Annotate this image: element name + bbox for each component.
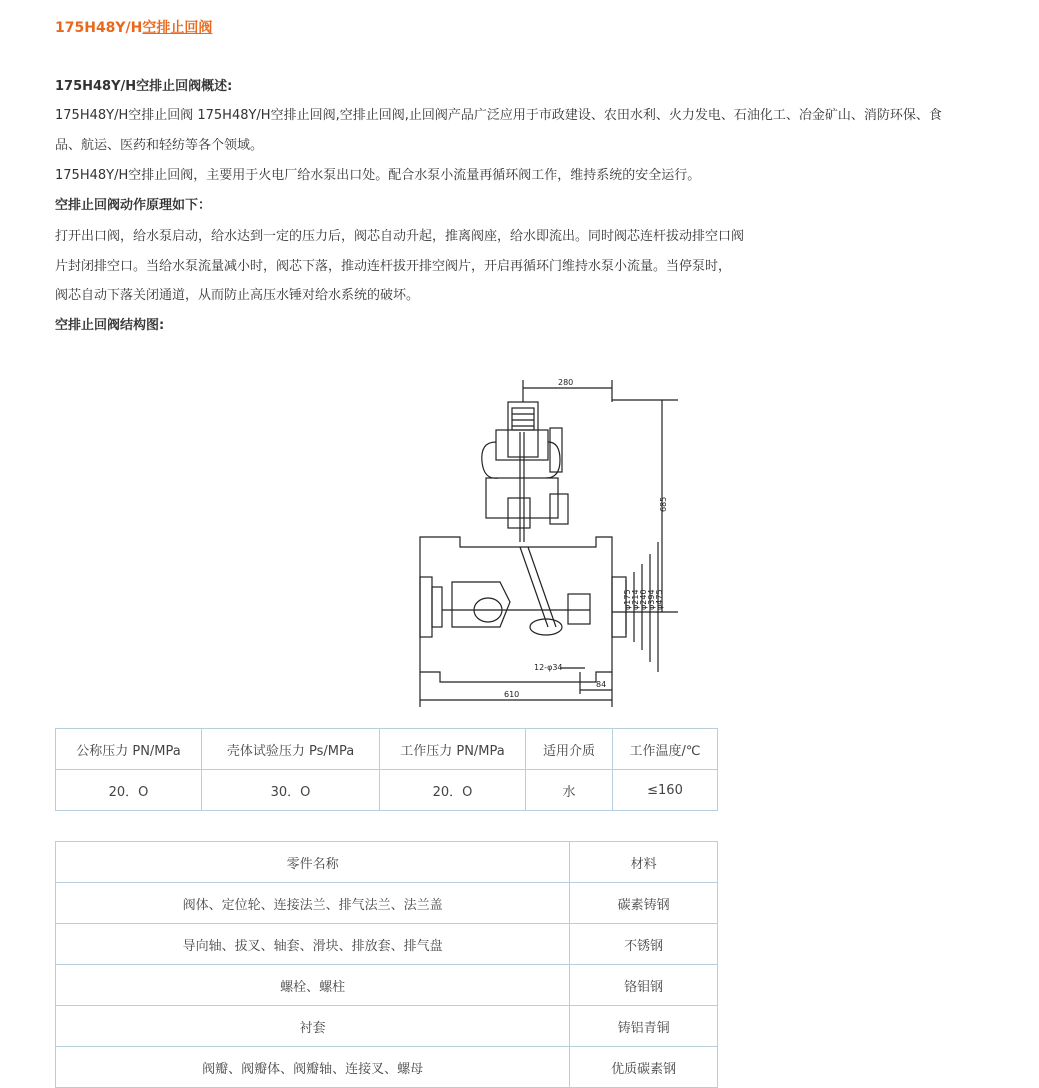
principle-line2: 片封闭排空口。当给水泵流量减小时，阀芯下落，推动连杆拔开排空阀片，开启再循环门维持水泵小流量。当停泵时， — [55, 259, 732, 274]
dia-label-1: φ175 — [623, 589, 632, 610]
table-row — [56, 1047, 718, 1088]
dia-label-4: φ394 — [647, 589, 656, 610]
table-cell: 碳素铸钢 — [570, 883, 718, 924]
table-cell: 阀瓣、阀瓣体、阀瓣轴、连接叉、螺母 — [56, 1047, 570, 1088]
table-row — [56, 729, 718, 770]
table-cell: ≤160 — [613, 770, 718, 811]
table-header: 工作温度/℃ — [613, 729, 718, 770]
table-header: 适用介质 — [526, 729, 613, 770]
title-prefix: 175H48Y/H — [55, 20, 143, 36]
table-row — [56, 1006, 718, 1047]
table-cell: 铬钼钢 — [570, 965, 718, 1006]
table-header: 材料 — [570, 842, 718, 883]
table-cell: 螺栓、螺柱 — [56, 965, 570, 1006]
table-cell: 不锈钢 — [570, 924, 718, 965]
table-header: 零件名称 — [56, 842, 570, 883]
table-header: 工作压力 PN/MPa — [380, 729, 526, 770]
table-cell: 30．O — [202, 770, 380, 811]
dia-label-2: φ214 — [631, 589, 640, 610]
bolt-label: 12-φ34 — [534, 663, 563, 672]
table-cell: 20．O — [56, 770, 202, 811]
spec-table — [55, 728, 718, 811]
dim-width-label: 610 — [504, 690, 520, 699]
dim-small-label: 84 — [596, 680, 607, 689]
overview-paragraph-2: 175H48Y/H空排止回阀，主要用于火电厂给水泵出口处。配合水泵小流量再循环阀工作，维持系统的安全运行。 — [55, 168, 701, 183]
table-cell: 衬套 — [56, 1006, 570, 1047]
table-row — [56, 842, 718, 883]
table-cell: 铸铝青铜 — [570, 1006, 718, 1047]
table-row — [56, 924, 718, 965]
page-title — [55, 17, 212, 37]
material-table — [55, 841, 718, 1088]
table-cell: 优质碳素钢 — [570, 1047, 718, 1088]
overview-paragraph-line1: 175H48Y/H空排止回阀 175H48Y/H空排止回阀,空排止回阀,止回阀产品广泛应用于市政建设、农田水利、火力发电、石油化工、冶金矿山、消防环保、食 — [55, 108, 942, 123]
table-header: 壳体试验压力 Ps/MPa — [202, 729, 380, 770]
dim-top-label: 280 — [558, 378, 574, 387]
dia-label-3: φ240 — [639, 589, 648, 610]
dim-height-label: 685 — [659, 496, 668, 512]
valve-structure-drawing — [400, 372, 690, 712]
title-link[interactable]: 空排止回阀 — [142, 20, 213, 36]
table-row — [56, 770, 718, 811]
table-header: 公称压力 PN/MPa — [56, 729, 202, 770]
table-cell: 阀体、定位轮、连接法兰、排气法兰、法兰盖 — [56, 883, 570, 924]
table-cell: 20．O — [380, 770, 526, 811]
dia-label-5: φ475 — [655, 589, 664, 610]
principle-line1: 打开出口阀，给水泵启动，给水达到一定的压力后，阀芯自动升起，推离阀座，给水即流出。同时阀芯连杆拔动排空口阀 — [55, 229, 745, 244]
structure-heading: 空排止回阀结构图: — [55, 318, 165, 333]
overview-heading: 175H48Y/H空排止回阀概述: — [55, 79, 233, 94]
table-row — [56, 883, 718, 924]
table-cell: 水 — [526, 770, 613, 811]
principle-line3: 阀芯自动下落关闭通道，从而防止高压水锤对给水系统的破坏。 — [55, 288, 420, 303]
overview-paragraph-line2: 品、航运、医药和轻纺等各个领域。 — [55, 138, 264, 153]
principle-heading: 空排止回阀动作原理如下： — [55, 198, 212, 213]
table-cell: 导向轴、拔叉、轴套、滑块、排放套、排气盘 — [56, 924, 570, 965]
table-row — [56, 965, 718, 1006]
